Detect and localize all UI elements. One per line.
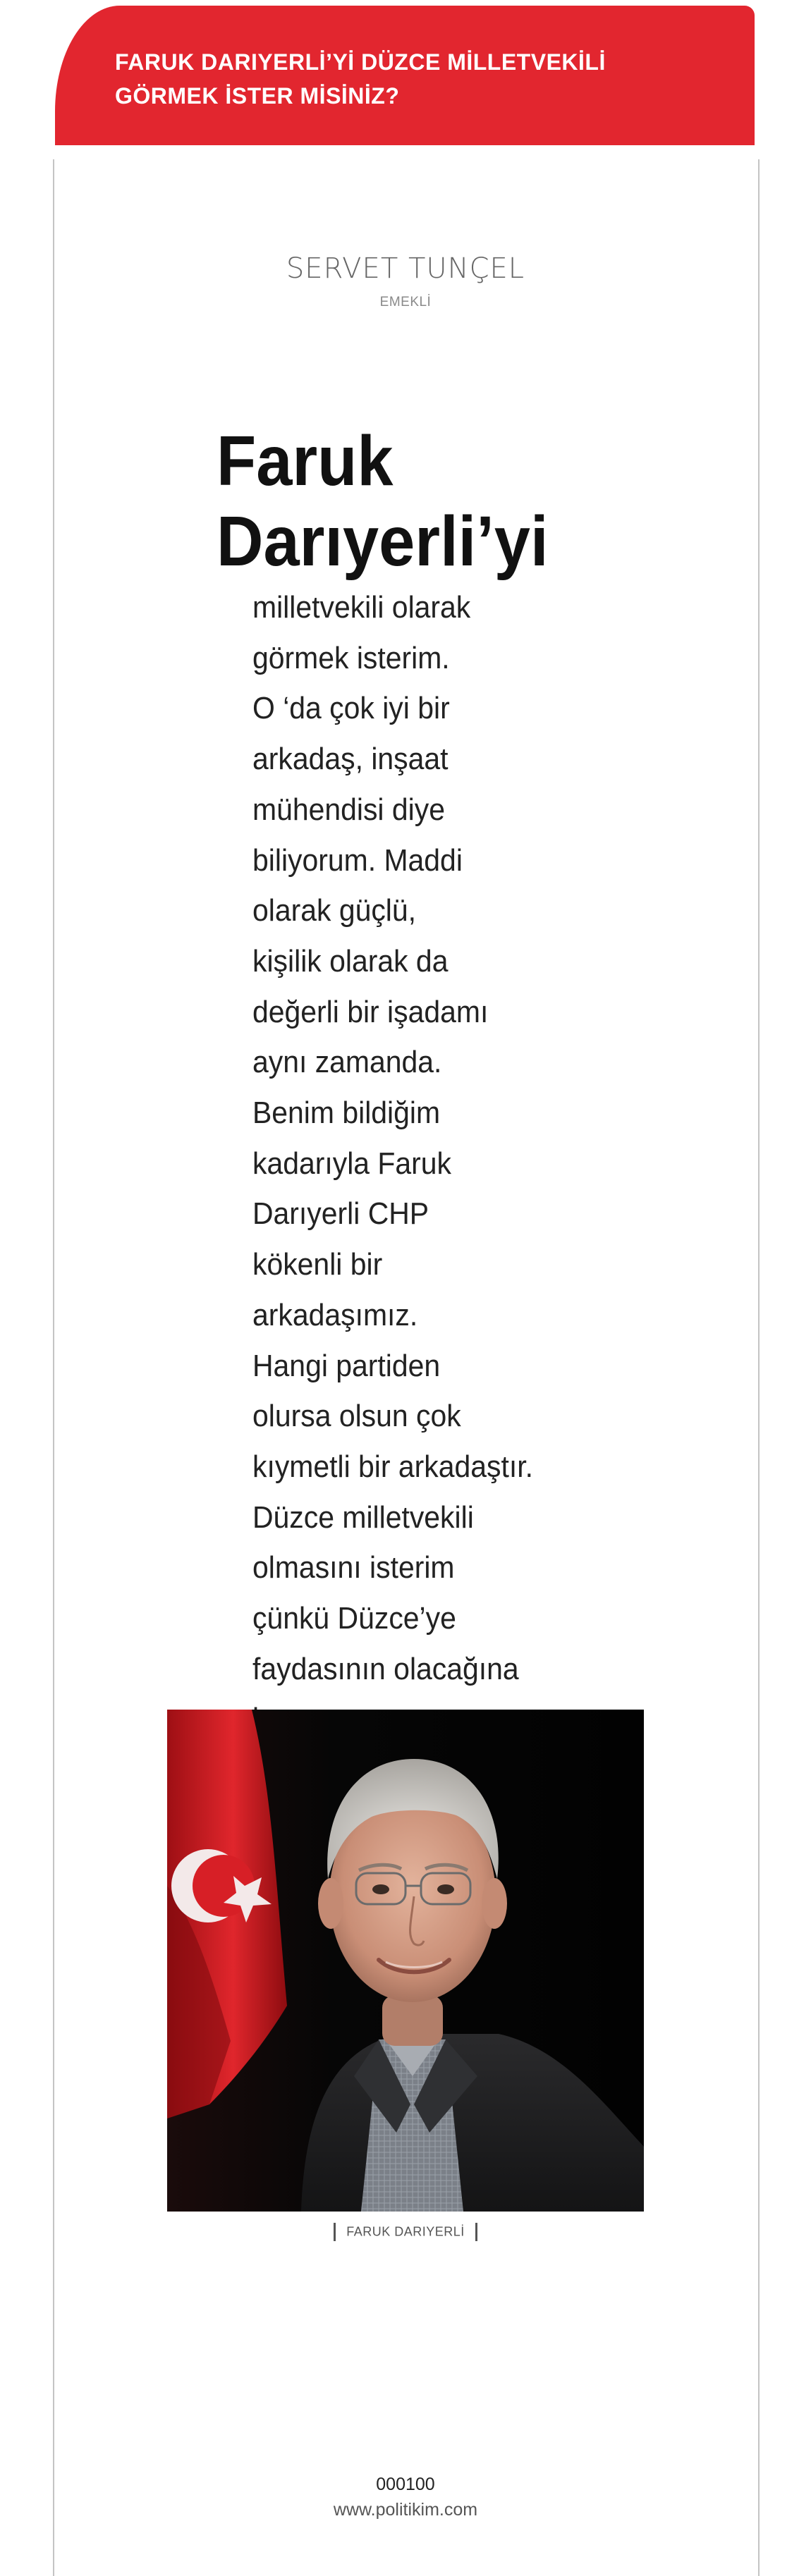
header-banner [55, 6, 755, 145]
body-line: faydasının olacağına [252, 1651, 519, 1686]
body-line: çünkü Düzce’ye [252, 1601, 456, 1636]
header-title-line-1: FARUK DARIYERLİ’Yİ DÜZCE MİLLETVEKİLİ [115, 49, 606, 75]
caption-text: FARUK DARIYERLİ [346, 2224, 465, 2239]
body-line: arkadaş, inşaat [252, 742, 449, 777]
page-border-left [53, 159, 54, 2576]
body-line: olmasını isterim [252, 1550, 455, 1586]
portrait-image [167, 1710, 644, 2212]
author-role: EMEKLİ [379, 295, 432, 309]
author-name: SERVET TUNÇEL [286, 252, 525, 285]
caption-divider-left [334, 2223, 336, 2241]
body-line: arkadaşımız. [252, 1297, 418, 1332]
body-line: kadarıyla Faruk [252, 1146, 452, 1181]
headline-line-2: Darıyerli’yi [217, 502, 549, 581]
body-line: biliyorum. Maddi [252, 842, 463, 878]
body-line: Düzce milletvekili [252, 1499, 474, 1535]
body-line: görmek isterim. [252, 640, 450, 675]
header-title-line-2: GÖRMEK İSTER MİSİNİZ? [115, 83, 400, 109]
article-headline [217, 421, 549, 582]
header-title [115, 45, 606, 113]
body-line: milletvekili olarak [252, 590, 471, 625]
headline-line-1: Faruk [217, 422, 394, 501]
body-line: kökenli bir [252, 1247, 383, 1282]
page-border-right [758, 159, 760, 2576]
body-line: O ‘da çok iyi bir [252, 691, 450, 726]
body-line: kişilik olarak da [252, 943, 449, 979]
article-body [252, 582, 646, 1745]
body-line: Benim bildiğim [252, 1096, 441, 1131]
caption-divider-right [475, 2223, 477, 2241]
body-line: mühendisi diye [252, 792, 445, 827]
body-line: olursa olsun çok [252, 1399, 461, 1434]
body-line: kıymetli bir arkadaştır. [252, 1449, 533, 1484]
photo-caption [0, 2223, 811, 2241]
portrait-photo [167, 1710, 644, 2212]
site-url[interactable]: www.politikim.com [333, 2500, 478, 2520]
body-line: aynı zamanda. [252, 1045, 442, 1080]
body-line: olarak güçlü, [252, 893, 417, 928]
body-line: Darıyerli CHP [252, 1196, 429, 1232]
page-number: 000100 [376, 2474, 435, 2494]
body-line: Hangi partiden [252, 1348, 441, 1383]
body-line: değerli bir işadamı [252, 994, 489, 1029]
